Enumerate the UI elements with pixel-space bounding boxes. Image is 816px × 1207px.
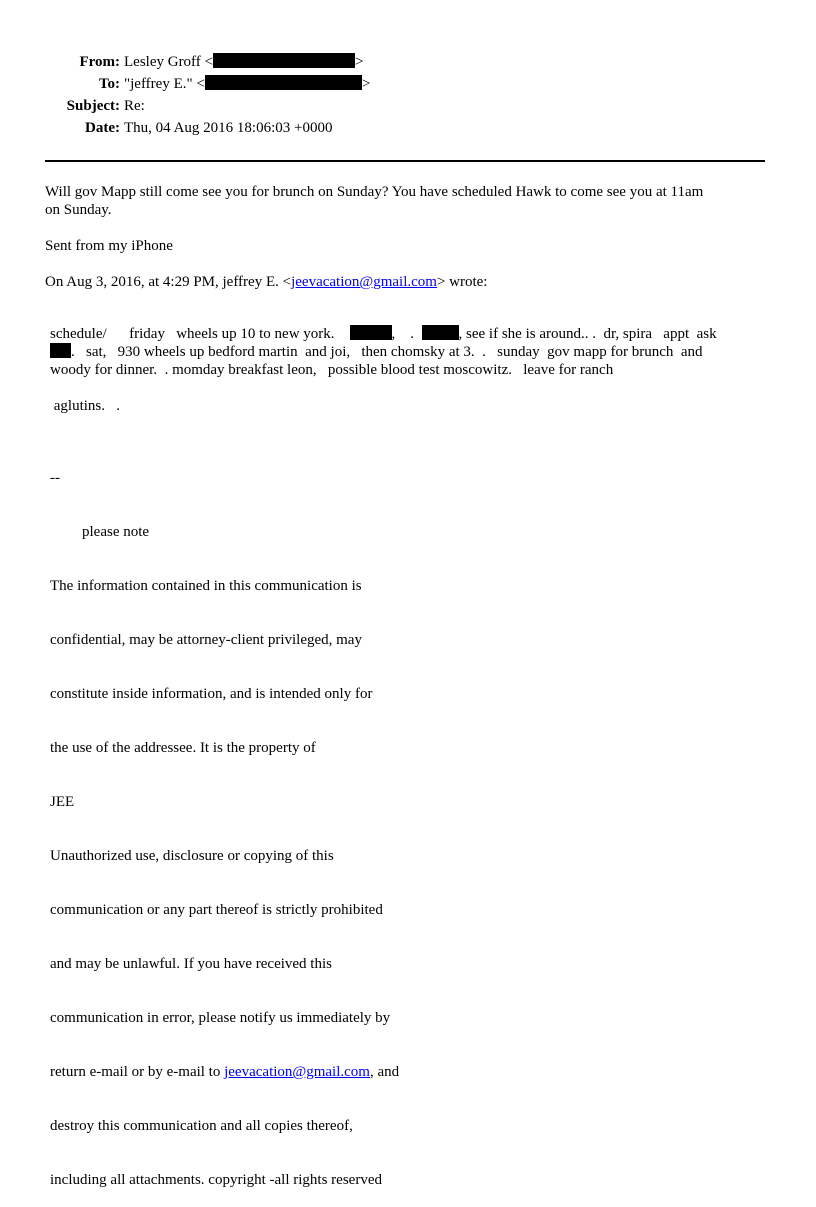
signature: Sent from my iPhone (45, 238, 173, 254)
to-name: "jeffrey E." < (124, 76, 205, 92)
from-value (120, 53, 363, 71)
from-name: Lesley Groff < (124, 54, 213, 70)
to-close: > (361, 76, 371, 92)
disclaimer-return-line (50, 1063, 470, 1081)
quote-prefix: On Aug 3, 2016, at 4:29 PM, jeffrey E. < (45, 274, 292, 290)
disclaimer-line: communication or any part thereof is strictly prohibited (50, 902, 383, 918)
schedule-line-3: woody for dinner. . momday breakfast leon, possible blood test moscowitz. leave for ranch (50, 362, 614, 378)
disclaimer (50, 433, 470, 1207)
from-label: From: (79, 54, 120, 70)
disclaimer-line: Unauthorized use, disclosure or copying of this (50, 848, 334, 864)
schedule-text: , . (391, 326, 422, 342)
from-row (0, 53, 363, 71)
quote-suffix: > wrote: (436, 274, 488, 290)
redacted-from-email (213, 53, 355, 68)
please-note: please note (82, 524, 150, 540)
body-line-2: on Sunday. (45, 202, 112, 218)
redacted-name-1 (350, 325, 392, 340)
redacted-to-email (205, 75, 362, 90)
to-label: To: (98, 76, 120, 92)
disclaimer-line: communication in error, please notify us immediately by (50, 1010, 391, 1026)
schedule-line-1 (50, 325, 775, 343)
message-body (45, 183, 770, 219)
subject-label: Subject: (66, 98, 120, 114)
disclaimer-line: and may be unlawful. If you have received this (50, 956, 332, 972)
schedule-text: . sat, 930 wheels up bedford martin and joi, then chomsky at 3. . sunday gov mapp for brunch and (71, 344, 703, 360)
date-value: Thu, 04 Aug 2016 18:06:03 +0000 (124, 120, 333, 136)
redacted-name-3 (50, 343, 71, 358)
schedule-text: , see if she is around.. . dr, spira appt ask (458, 326, 717, 342)
disclaimer-line: the use of the addressee. It is the property of (50, 740, 316, 756)
footer-dashes: -- (50, 470, 60, 486)
return-prefix: return e-mail or by e-mail to (50, 1064, 225, 1080)
redacted-name-2 (422, 325, 459, 340)
header-divider (45, 160, 765, 162)
disclaimer-line: JEE (50, 794, 75, 810)
schedule-line-2 (50, 343, 775, 361)
return-suffix: , and (369, 1064, 400, 1080)
body-line-1: Will gov Mapp still come see you for brunch on Sunday? You have scheduled Hawk to come see you at 11am (45, 184, 704, 200)
disclaimer-line: destroy this communication and all copies thereof, (50, 1118, 353, 1134)
schedule-line-4: aglutins. . (50, 398, 120, 414)
date-row (0, 119, 332, 137)
disclaimer-line: confidential, may be attorney-client privileged, may (50, 632, 362, 648)
subject-value: Re: (124, 98, 145, 114)
to-row (0, 75, 370, 93)
quote-attribution (45, 273, 770, 291)
disclaimer-line: including all attachments. copyright -all rights reserved (50, 1172, 382, 1188)
disclaimer-line: constitute inside information, and is intended only for (50, 686, 373, 702)
quote-email-link[interactable]: jeevacation@gmail.com (291, 274, 437, 290)
schedule-text: schedule/ friday wheels up 10 to new york. (50, 326, 350, 342)
date-label: Date: (85, 120, 120, 136)
to-value (120, 75, 370, 93)
disclaimer-line: The information contained in this communication is (50, 578, 362, 594)
subject-row (0, 97, 145, 115)
footer-email-link[interactable]: jeevacation@gmail.com (224, 1064, 370, 1080)
from-close: > (355, 54, 364, 70)
